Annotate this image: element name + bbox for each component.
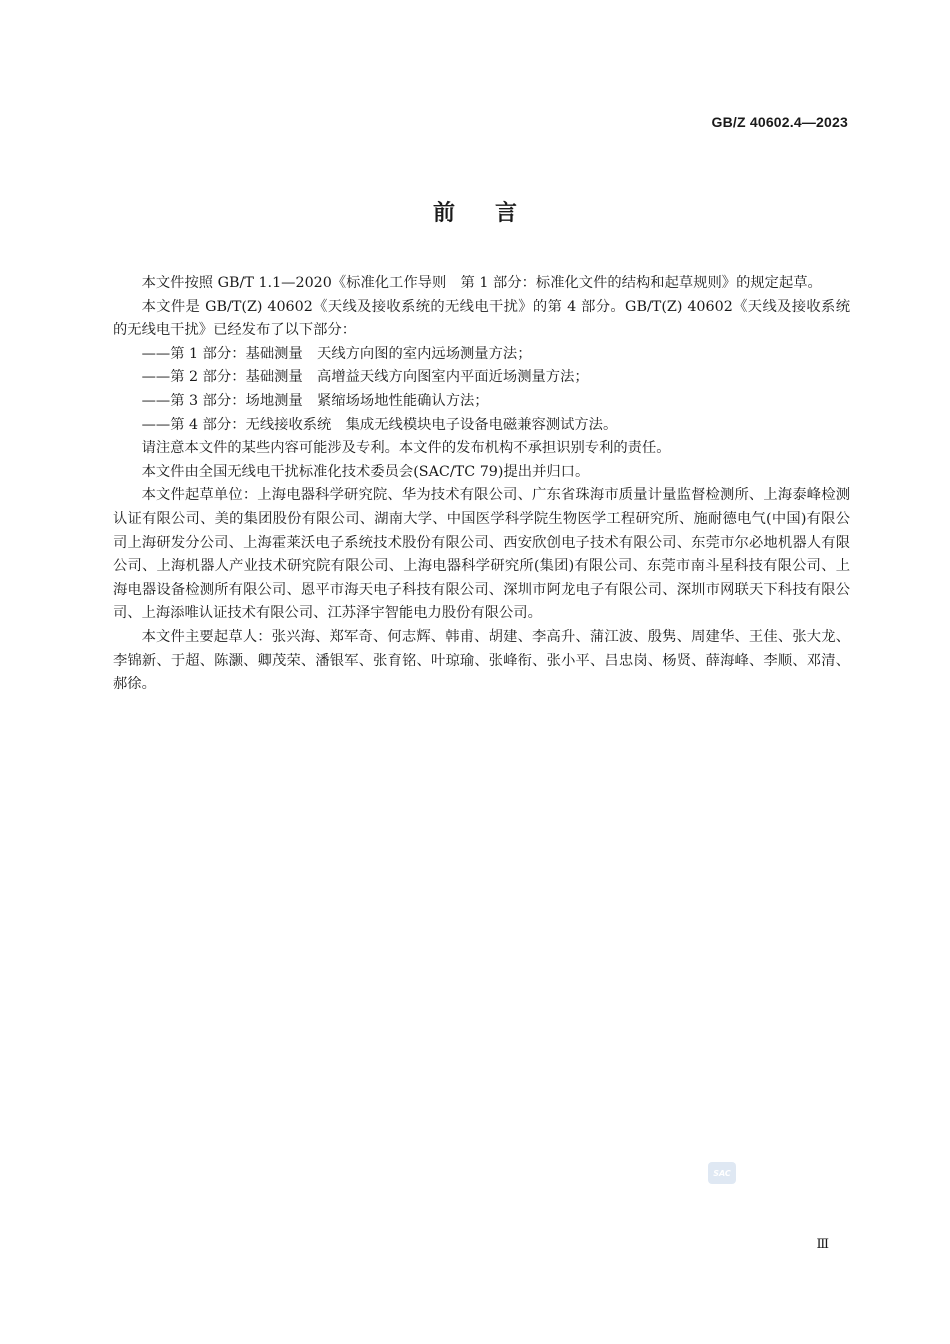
list-item-part-4: ——第 4 部分：无线接收系统 集成无线模块电子设备电磁兼容测试方法。 bbox=[141, 416, 618, 433]
document-number: GB/Z 40602.4—2023 bbox=[711, 114, 848, 130]
paragraph-committee: 本文件由全国无线电干扰标准化技术委员会(SAC/TC 79)提出并归口。 bbox=[141, 463, 590, 480]
paragraph-drafting-rules: 本文件按照 GB/T 1.1—2020《标准化工作导则 第 1 部分：标准化文件的结构和起草规则》的规定起草。 bbox=[141, 275, 822, 291]
paragraph-series-intro: 本文件是 GB/T(Z) 40602《天线及接收系统的无线电干扰》的第 4 部分。GB/T(Z) 40602《天线及接收系统的无线电干扰》已经发布了以下部分： bbox=[113, 298, 850, 339]
paragraph-drafters: 本文件主要起草人：张兴海、郑军奇、何志辉、韩甫、胡建、李高升、蒲江波、殷隽、周建华、王佳、张大龙、李锦新、于超、陈灏、卿茂荣、潘银军、张育铭、叶琼瑜、张峰衔、张小平、吕忠岗、杨贤、薛海峰、李顺、邓清、郝徐。 bbox=[113, 628, 850, 693]
page-title: 前言 bbox=[432, 201, 557, 226]
sac-watermark-logo: SAC bbox=[708, 1162, 736, 1184]
paragraph-patent-notice: 请注意本文件的某些内容可能涉及专利。本文件的发布机构不承担识别专利的责任。 bbox=[141, 440, 671, 457]
list-item-part-3: ——第 3 部分：场地测量 紧缩场场地性能确认方法； bbox=[141, 392, 489, 409]
list-item-part-2: ——第 2 部分：基础测量 高增益天线方向图室内平面近场测量方法； bbox=[141, 369, 589, 386]
page-number: Ⅲ bbox=[816, 1237, 829, 1252]
body-content bbox=[113, 272, 850, 697]
paragraph-drafting-units: 本文件起草单位：上海电器科学研究院、华为技术有限公司、广东省珠海市质量计量监督检测所、上海泰峰检测认证有限公司、美的集团股份有限公司、湖南大学、中国医学科学院生物医学工程研究所、施耐德电气(中国)有限公司上海研发分公司、上海霍莱沃电子系统技术股份有限公司、西安欣创电子技术有限公司、东莞市尔必地机器人有限公司、上海机器人产业技术研究院有限公司、上海电器科学研究所(集团)有限公司、东莞市南斗星科技有限公司、上海电器设备检测所有限公司、恩平市海天电子科技有限公司、深圳市阿龙电子有限公司、深圳市网联天下科技有限公司、上海添唯认证技术有限公司、江苏泽宇智能电力股份有限公司。 bbox=[113, 487, 850, 622]
list-item-part-1: ——第 1 部分：基础测量 天线方向图的室内远场测量方法； bbox=[141, 345, 532, 362]
